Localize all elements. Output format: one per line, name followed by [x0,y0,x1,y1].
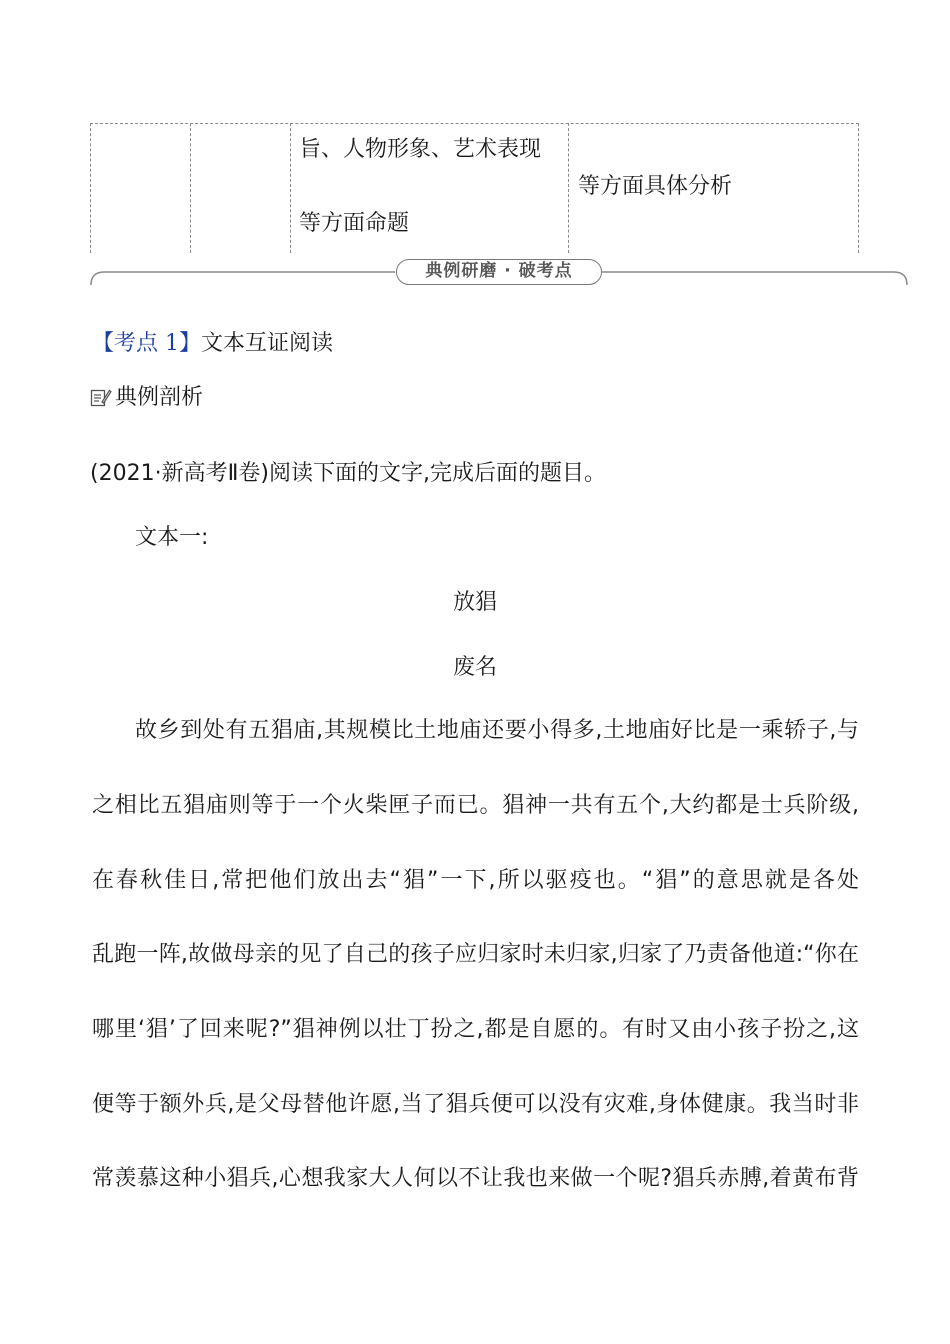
article-author: 废名 [452,655,497,680]
table-col-divider [290,123,291,253]
table-col-divider [568,123,569,253]
analysis-label: 典例剖析 [115,385,204,410]
kaodian-title: 文本互证阅读 [201,331,334,356]
source-line: (2021·新高考Ⅱ卷)阅读下面的文字,完成后面的题目。 [90,461,606,486]
table-col-divider [190,123,191,253]
table-col-divider [90,123,91,253]
table-col-divider [858,123,859,253]
article-line: 哪里‘猖’了回来呢?”猖神例以壮丁扮之,都是自愿的。有时又由小孩子扮之,这 [92,1017,859,1042]
article-title: 放猖 [452,590,497,615]
article-line: 故乡到处有五猖庙,其规模比土地庙还要小得多,土地庙好比是一乘轿子,与 [135,718,859,743]
kaodian-tag: 【考点 1】 [92,331,201,356]
article-line: 便等于额外兵,是父母替他许愿,当了猖兵便可以没有灾难,身体健康。我当时非 [92,1092,859,1117]
table-top-border [90,123,859,124]
text-label: 文本一: [135,525,209,550]
kaodian-heading [92,330,333,358]
analysis-heading [90,384,203,412]
section-banner: 典例研磨 · 破考点 [396,259,602,285]
table-cell-line: 等方面命题 [299,211,410,236]
table-cell-line: 等方面具体分析 [578,174,733,199]
article-line: 常羡慕这种小猖兵,心想我家大人何以不让我也来做一个呢?猖兵赤膊,着黄布背 [92,1166,859,1191]
table-cell-line: 旨、人物形象、艺术表现 [299,137,542,162]
article-line: 之相比五猖庙则等于一个火柴匣子而已。猖神一共有五个,大约都是士兵阶级, [92,793,859,818]
edit-note-icon [90,387,112,409]
article-line: 在春秋佳日,常把他们放出去“猖”一下,所以驱疫也。“猖”的意思就是各处 [92,868,859,893]
article-line: 乱跑一阵,故做母亲的见了自己的孩子应归家时未归家,归家了乃责备他道:“你在 [92,942,859,967]
